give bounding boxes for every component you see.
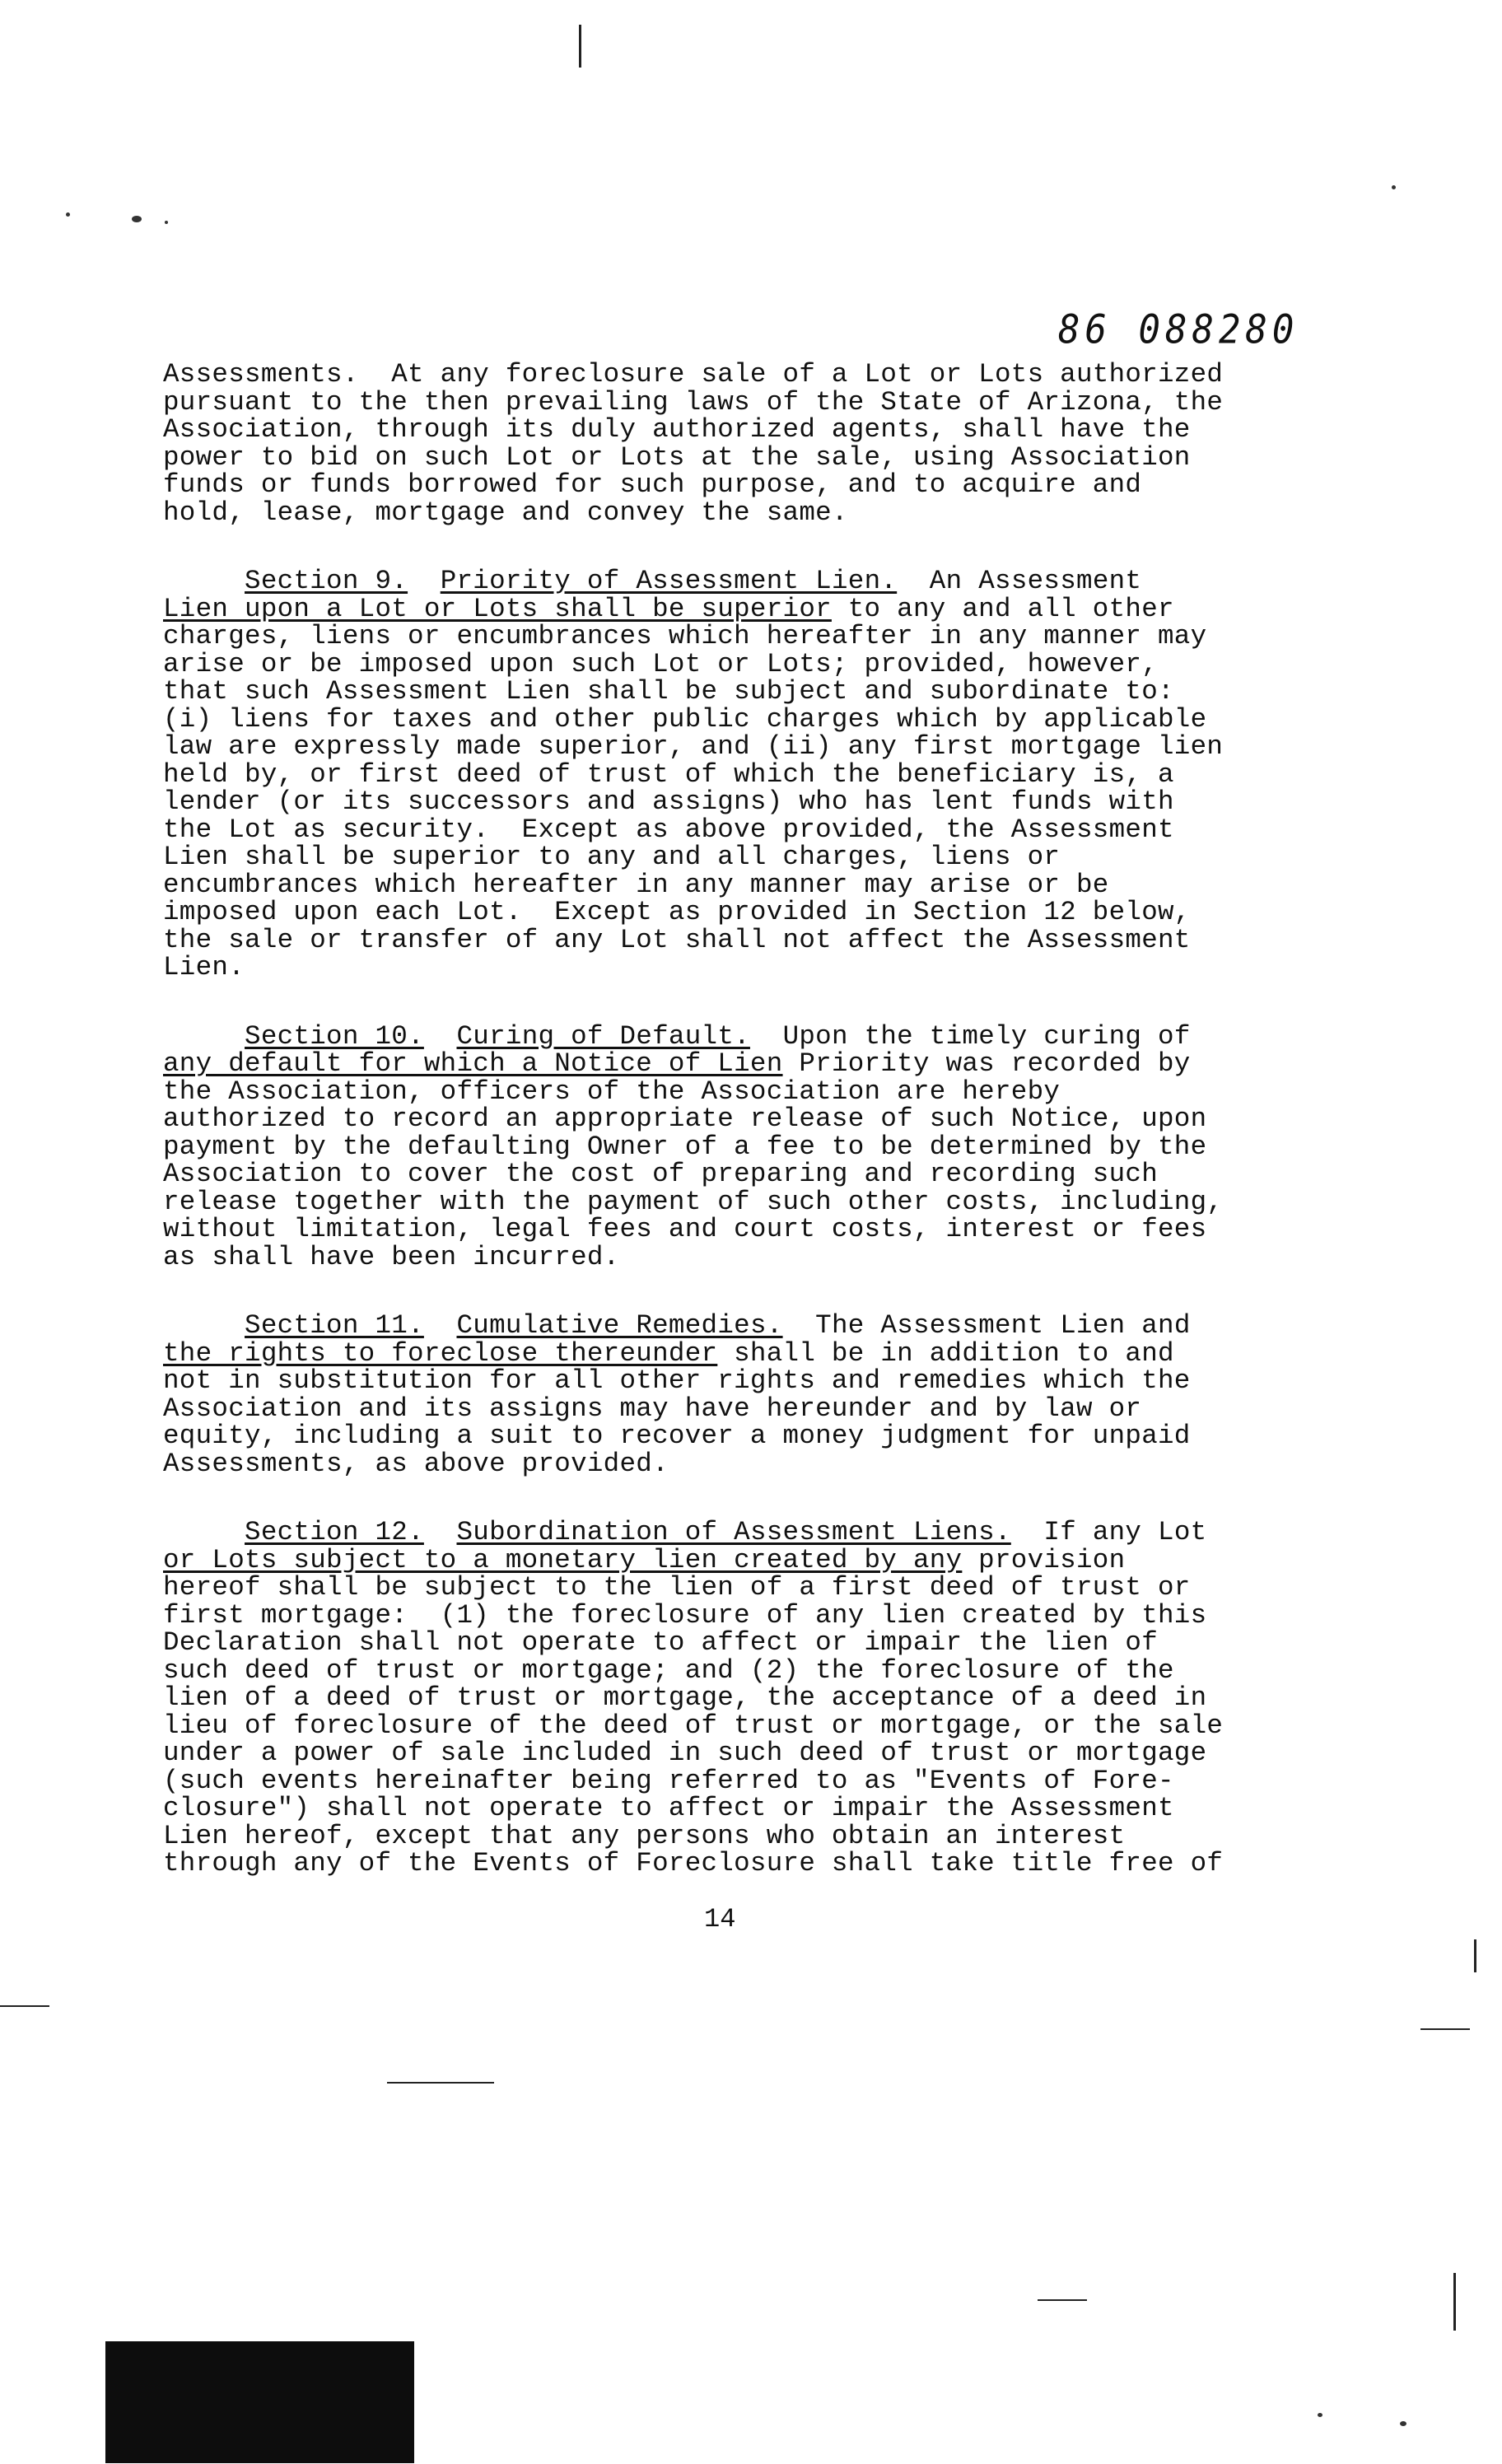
text-line: any default for which a Notice of Lien Priority was recorded by	[163, 1048, 1191, 1079]
text-line: Lien shall be superior to any and all charges, liens or	[163, 842, 1061, 872]
text-line: or Lots subject to a monetary lien created by any provision	[163, 1544, 1126, 1575]
text-line: payment by the defaulting Owner of a fee to be determined by the	[163, 1131, 1207, 1162]
page-number: 14	[704, 1904, 736, 1934]
text-line: held by, or first deed of trust of which the beneficiary is, a	[163, 758, 1174, 790]
text-line: Lien upon a Lot or Lots shall be superior to any and all other	[163, 593, 1174, 624]
text-line: authorized to record an appropriate release of such Notice, upon	[163, 1104, 1207, 1134]
text-line: imposed upon each Lot. Except as provided in Section 12 below,	[163, 897, 1191, 927]
text-line: hereof shall be subject to the lien of a first deed of trust or	[163, 1572, 1191, 1603]
text-line: as shall have been incurred.	[163, 1241, 620, 1272]
heading-text: The Assessment Lien and	[815, 1310, 1191, 1341]
section-heading-line	[163, 1312, 1365, 1340]
heading-text: If any Lot	[1043, 1517, 1207, 1547]
section-title: Subordination of Assessment Liens.	[456, 1517, 1011, 1547]
text-line: (i) liens for taxes and other public charges which by applicable	[163, 703, 1207, 735]
text-line: Association and its assigns may have hereunder and by law or	[163, 1393, 1142, 1424]
text-line: equity, including a suit to recover a money judgment for unpaid	[163, 1421, 1191, 1451]
text-line: Lien hereof, except that any persons who obtain an interest	[163, 1820, 1126, 1851]
text-line: lien of a deed of trust or mortgage, the acceptance of a deed in	[163, 1682, 1207, 1713]
text-line: lender (or its successors and assigns) who has lent funds with	[163, 786, 1174, 817]
section-number: Section 10.	[245, 1020, 424, 1052]
scan-mark	[387, 2082, 494, 2084]
text-line: encumbrances which hereafter in any manner may arise or be	[163, 869, 1109, 900]
section-heading-line	[163, 1020, 1365, 1052]
scan-mark	[1420, 2028, 1470, 2030]
recording-number: 86 088280	[1058, 306, 1299, 353]
scan-mark	[579, 25, 581, 68]
text-line: Assessments. At any foreclosure sale of a Lot or Lots authorized	[163, 359, 1224, 390]
text-line: charges, liens or encumbrances which hereafter in any manner may	[163, 621, 1207, 651]
scan-mark	[1474, 1939, 1476, 1972]
section-12	[163, 1519, 1365, 1878]
text-line: closure") shall not operate to affect or impair the Assessment	[163, 1793, 1174, 1823]
text-line: the sale or transfer of any Lot shall not affect the Assessment	[163, 924, 1191, 955]
text-line: Assessments, as above provided.	[163, 1448, 669, 1479]
scan-speck	[132, 216, 142, 222]
scan-mark	[0, 2005, 49, 2007]
text-line: first mortgage: (1) the foreclosure of any lien created by this	[163, 1599, 1207, 1631]
text-line: the rights to foreclose thereunder shall be in addition to and	[163, 1337, 1174, 1369]
text-line: not in substitution for all other rights and remedies which the	[163, 1365, 1191, 1396]
text-line: under a power of sale included in such deed of trust or mortgage	[163, 1738, 1207, 1768]
redaction-bar	[105, 2341, 414, 2463]
scan-mark	[1453, 2273, 1456, 2331]
text-line: hold, lease, mortgage and convey the same.	[163, 497, 848, 528]
text-line: the Association, officers of the Association are hereby	[163, 1076, 1061, 1107]
section-9	[163, 567, 1365, 982]
heading-text: Upon the timely curing of	[782, 1020, 1191, 1052]
text-line: Association, through its duly authorized agents, shall have the	[163, 414, 1191, 445]
text-line: that such Assessment Lien shall be subject and subordinate to:	[163, 676, 1174, 707]
section-title: Priority of Assessment Lien.	[440, 566, 898, 596]
text-line: lieu of foreclosure of the deed of trust or mortgage, or the sale	[163, 1710, 1224, 1741]
section-11	[163, 1312, 1365, 1477]
section-title: Curing of Default.	[456, 1020, 750, 1052]
intro-paragraph	[163, 361, 1365, 526]
text-line: arise or be imposed upon such Lot or Lots; provided, however,	[163, 648, 1158, 679]
text-line: Lien.	[163, 952, 245, 982]
text-line: such deed of trust or mortgage; and (2) the foreclosure of the	[163, 1654, 1174, 1686]
text-line: Association to cover the cost of preparing and recording such	[163, 1159, 1158, 1189]
heading-text: An Assessment	[929, 566, 1142, 596]
section-10	[163, 1020, 1365, 1272]
text-line: without limitation, legal fees and court costs, interest or fees	[163, 1214, 1207, 1244]
section-number: Section 9.	[245, 566, 408, 596]
section-heading-line	[163, 567, 1365, 595]
scan-mark	[1038, 2299, 1087, 2301]
text-line: law are expressly made superior, and (ii) any first mortgage lien	[163, 731, 1224, 762]
scan-speck	[165, 221, 168, 224]
section-heading-line	[163, 1519, 1365, 1547]
text-line: (such events hereinafter being referred to as "Events of Fore-	[163, 1765, 1174, 1796]
text-line: power to bid on such Lot or Lots at the sale, using Association	[163, 441, 1191, 473]
text-line: through any of the Events of Foreclosure shall take title free of	[163, 1848, 1224, 1878]
scan-speck	[66, 212, 70, 217]
text-line: Declaration shall not operate to affect or impair the lien of	[163, 1627, 1158, 1658]
scan-speck	[1392, 185, 1396, 189]
text-line: pursuant to the then prevailing laws of the State of Arizona, the	[163, 386, 1224, 418]
text-line: funds or funds borrowed for such purpose, and to acquire and	[163, 469, 1142, 500]
section-title: Cumulative Remedies.	[456, 1310, 783, 1341]
section-number: Section 11.	[245, 1310, 424, 1341]
text-line: release together with the payment of such other costs, including,	[163, 1186, 1224, 1217]
section-number: Section 12.	[245, 1517, 424, 1547]
scan-speck	[1400, 2421, 1406, 2426]
scan-speck	[1318, 2413, 1322, 2417]
document-body	[163, 361, 1365, 1878]
text-line: the Lot as security. Except as above provided, the Assessment	[163, 814, 1174, 845]
